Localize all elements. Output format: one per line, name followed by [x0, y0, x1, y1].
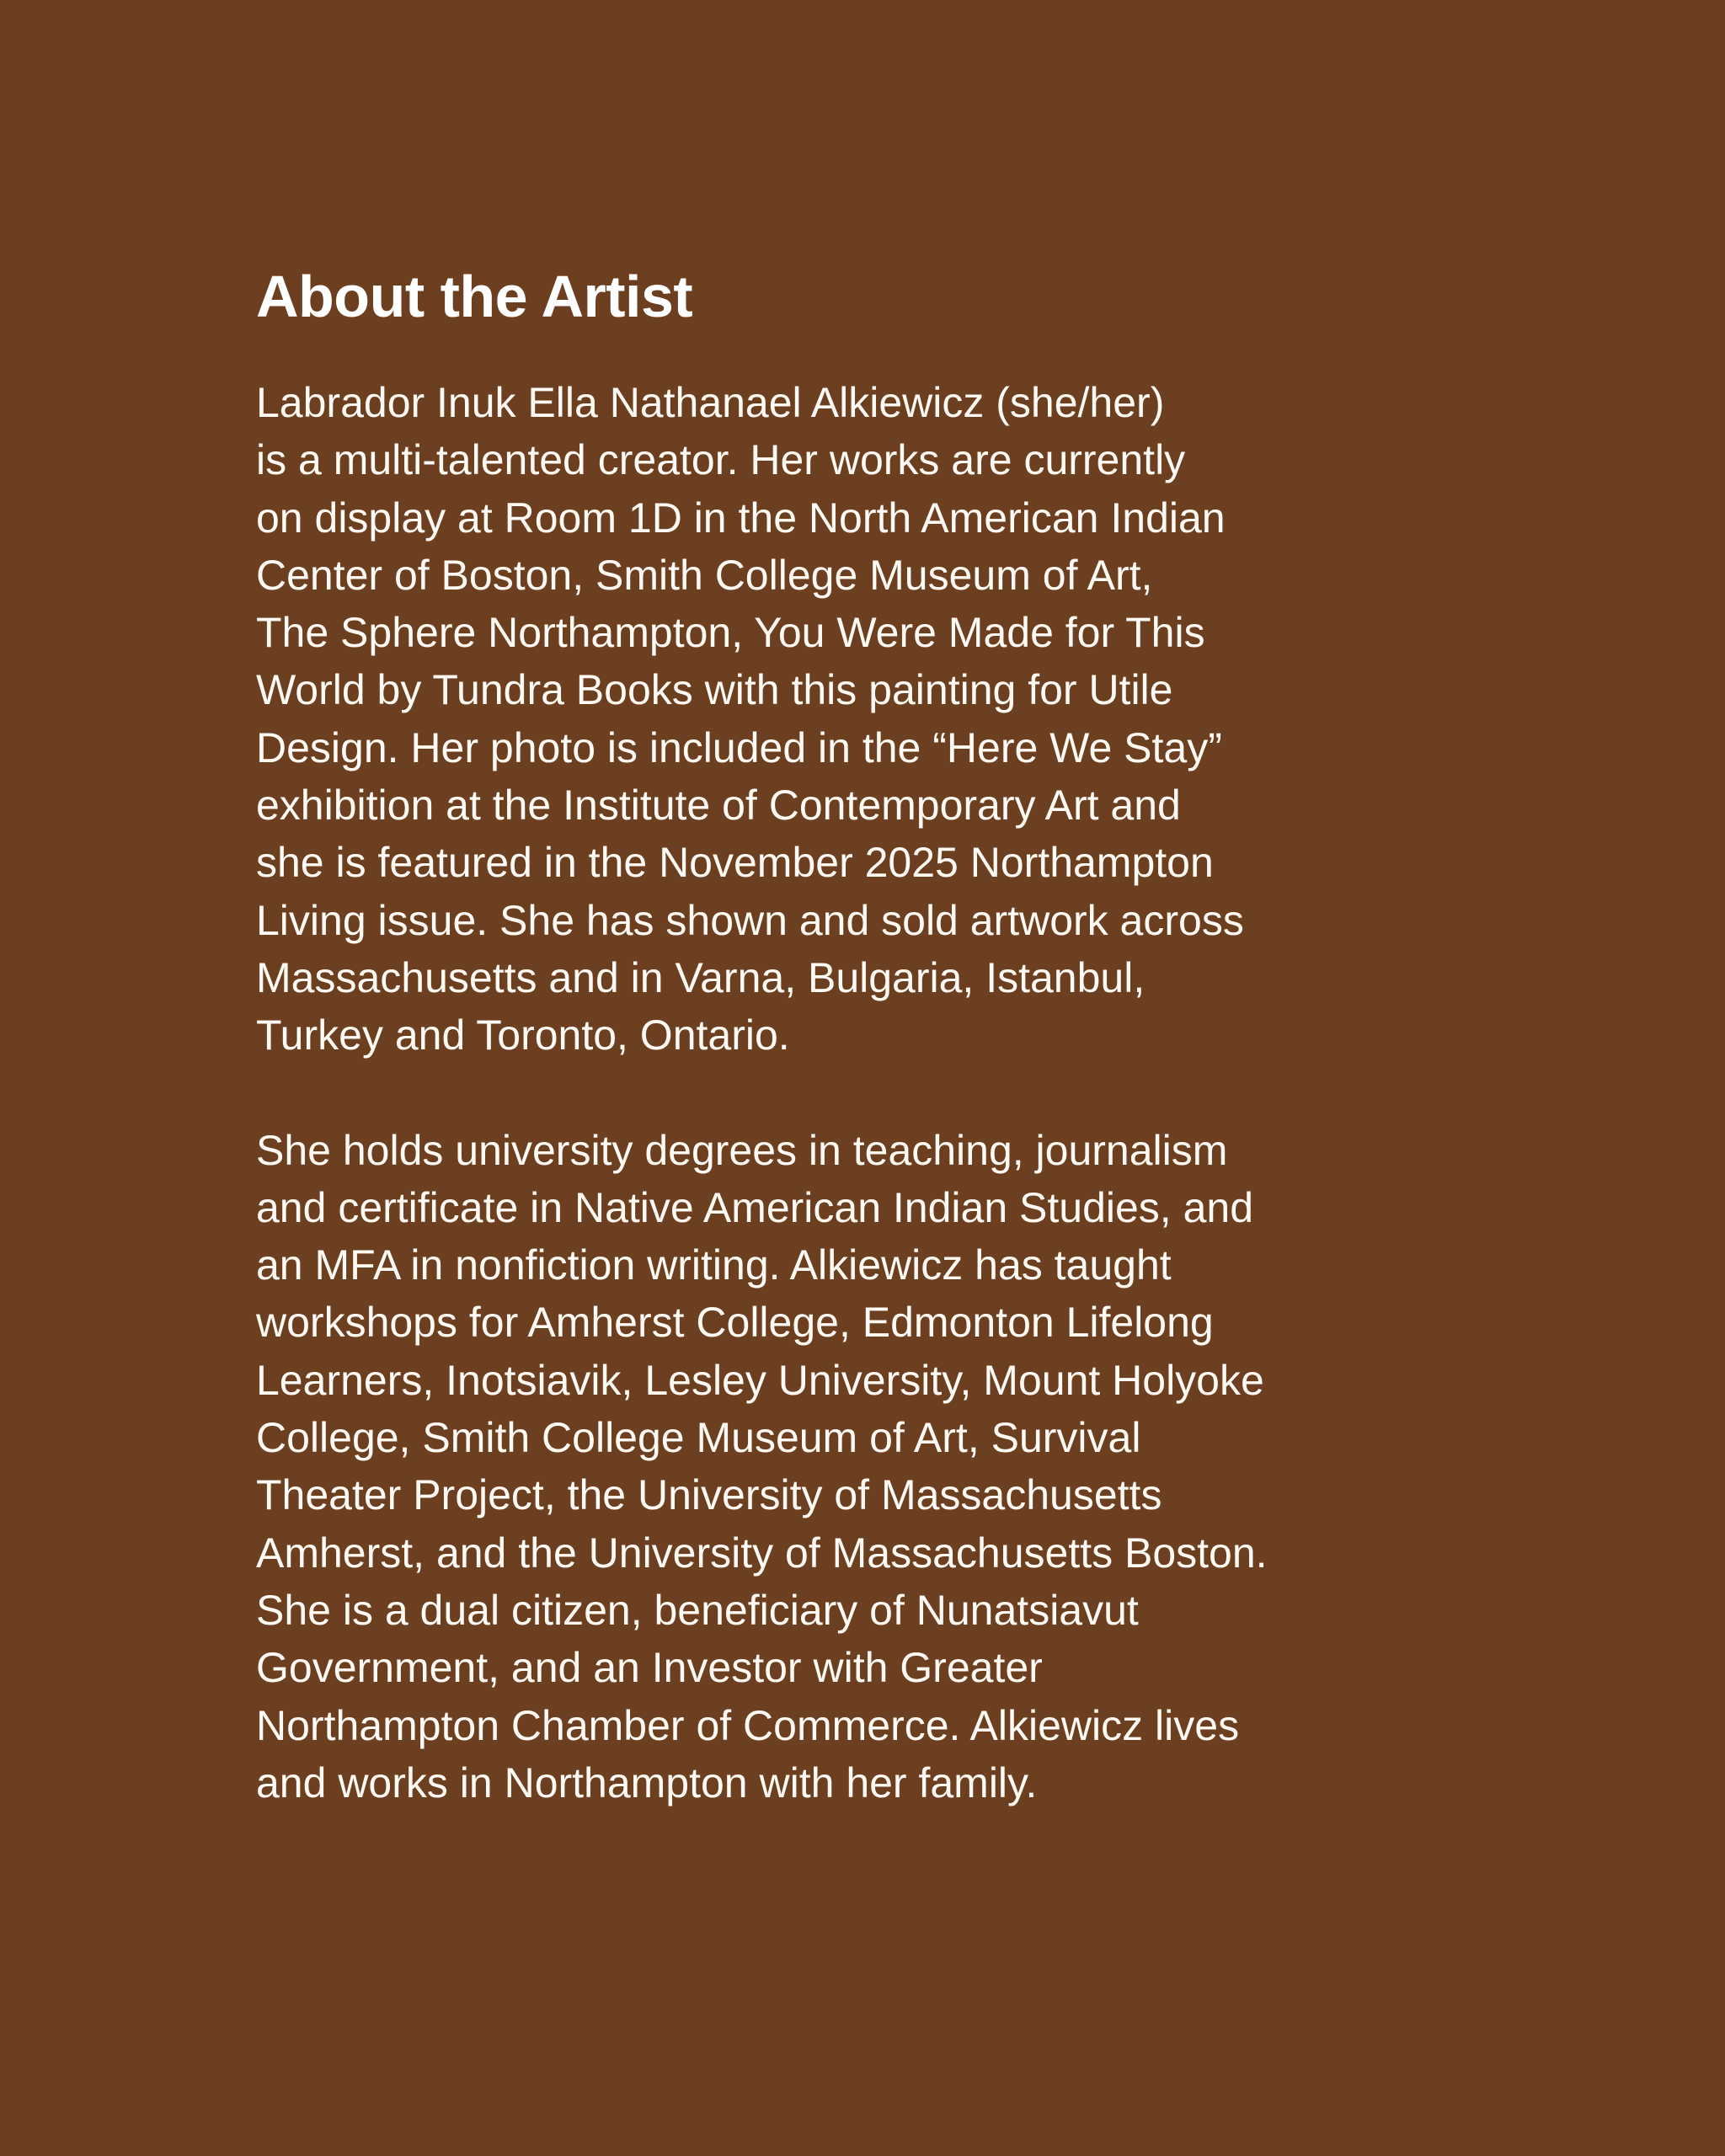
- artist-bio-content: [256, 261, 1570, 1812]
- bio-line: Massachusetts and in Varna, Bulgaria, Istanbul,: [256, 953, 1146, 1001]
- bio-line: Turkey and Toronto, Ontario.: [256, 1011, 790, 1059]
- bio-line: She is a dual citizen, beneficiary of Nunatsiavut: [256, 1586, 1139, 1634]
- bio-line: World by Tundra Books with this painting for Utile: [256, 666, 1173, 714]
- bio-line: The Sphere Northampton, You Were Made for This: [256, 609, 1205, 657]
- bio-line: Government, and an Investor with Greater: [256, 1644, 1043, 1692]
- bio-line: Northampton Chamber of Commerce. Alkiewicz lives: [256, 1701, 1240, 1749]
- bio-line: and certificate in Native American Indian Studies, and: [256, 1183, 1254, 1231]
- bio-line: College, Smith College Museum of Art, Survival: [256, 1414, 1141, 1462]
- bio-line: on display at Room 1D in the North American Indian: [256, 494, 1226, 542]
- bio-line: workshops for Amherst College, Edmonton Lifelong: [256, 1299, 1214, 1347]
- bio-line: is a multi-talented creator. Her works are currently: [256, 436, 1186, 484]
- paragraph-spacer: [256, 1065, 1570, 1122]
- bio-line: Learners, Inotsiavik, Lesley University, Mount Holyoke: [256, 1356, 1264, 1404]
- bio-line: Living issue. She has shown and sold artwork across: [256, 896, 1244, 944]
- bio-line: an MFA in nonfiction writing. Alkiewicz has taught: [256, 1241, 1172, 1289]
- bio-line: Center of Boston, Smith College Museum of Art,: [256, 551, 1153, 599]
- bio-line: She holds university degrees in teaching, journalism: [256, 1126, 1228, 1174]
- bio-line: Design. Her photo is included in the “Here We Stay”: [256, 723, 1222, 771]
- bio-line: and works in Northampton with her family.: [256, 1758, 1038, 1806]
- bio-line: Theater Project, the University of Massachusetts: [256, 1471, 1162, 1519]
- bio-line: she is featured in the November 2025 Northampton: [256, 839, 1214, 887]
- bio-line: exhibition at the Institute of Contemporary Art and: [256, 782, 1181, 830]
- page-title: About the Artist: [256, 264, 693, 329]
- bio-line: Labrador Inuk Ella Nathanael Alkiewicz (she/her): [256, 379, 1165, 426]
- bio-paragraph-exhibitions: [256, 374, 1570, 1065]
- bio-line: Amherst, and the University of Massachusetts Boston.: [256, 1529, 1268, 1577]
- bio-paragraph-education: [256, 1122, 1570, 1812]
